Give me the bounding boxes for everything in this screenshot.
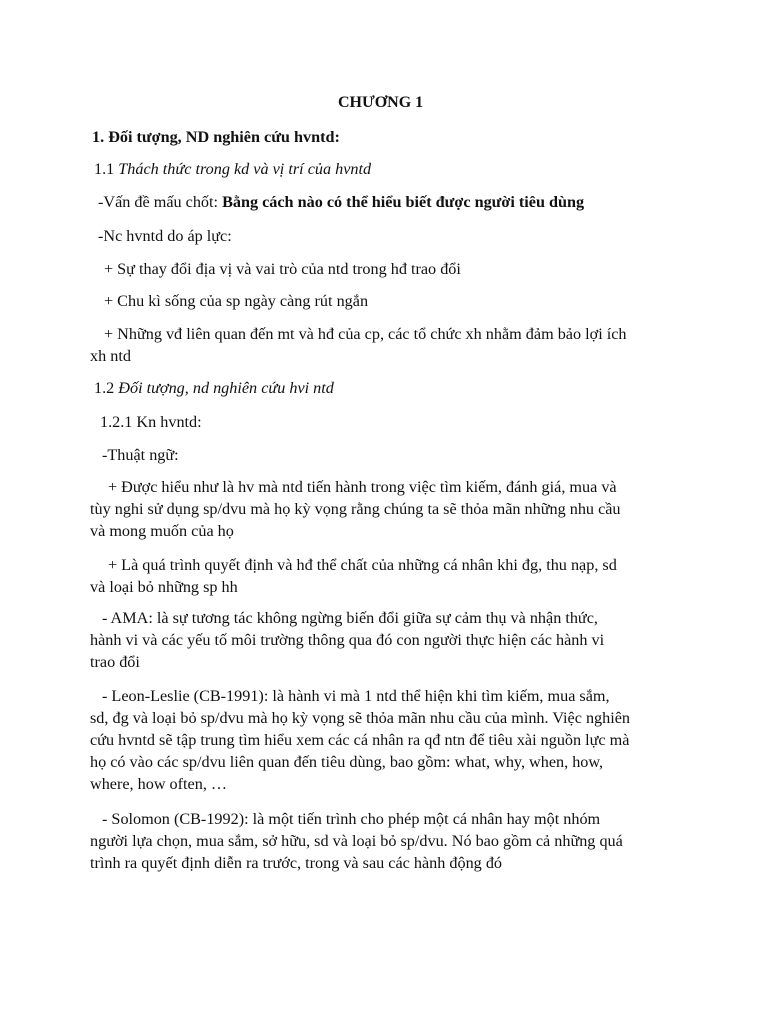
subsection-number: 1.2 <box>94 379 115 397</box>
definition-1-line-2: tùy nghi sử dụng sp/dvu mà họ kỳ vọng rằng chúng ta sẽ thỏa mãn những nhu cầu <box>90 500 621 518</box>
key-issue-label: -Vấn đề mấu chốt: <box>98 193 219 211</box>
subsection-1-2 <box>94 377 334 399</box>
ama-line-2: hành vi và các yếu tố môi trường thông qua đó con người thực hiện các hành vi <box>90 631 605 649</box>
subsection-title: Đối tượng, nd nghiên cứu hvi ntd <box>118 379 334 397</box>
ama-line-1: - AMA: là sự tương tác không ngừng biến đổi giữa sự cảm thụ và nhận thức, <box>102 609 598 627</box>
leon-leslie-line-4: họ có vào các sp/dvu liên quan đến tiêu dùng, bao gồm: what, why, when, how, <box>90 753 604 771</box>
leon-leslie-line-5: where, how often, … <box>90 775 228 793</box>
pressure-item-3-line-2: xh ntd <box>90 347 131 365</box>
definition-heading: 1.2.1 Kn hvntd: <box>100 413 202 431</box>
key-issue-line <box>98 191 584 213</box>
pressure-item-3-line-1: + Những vđ liên quan đến mt và hđ của cp, các tổ chức xh nhằm đảm bảo lợi ích <box>104 325 627 343</box>
chapter-title: CHƯƠNG 1 <box>338 94 424 111</box>
subsection-title: Thách thức trong kd và vị trí của hvntd <box>118 160 372 178</box>
leon-leslie-line-2: sd, đg và loại bỏ sp/dvu mà họ kỳ vọng sẽ thỏa mãn nhu cầu của mình. Việc nghiên <box>90 709 631 727</box>
definition-2-line-2: và loại bỏ những sp hh <box>90 578 238 596</box>
solomon-line-1: - Solomon (CB-1992): là một tiến trình cho phép một cá nhân hay một nhóm <box>102 810 601 828</box>
section-heading-1: 1. Đối tượng, ND nghiên cứu hvntd: <box>92 128 340 146</box>
definition-1-line-3: và mong muốn của họ <box>90 522 234 540</box>
terminology-label: -Thuật ngữ: <box>102 446 179 464</box>
solomon-line-2: người lựa chọn, mua sắm, sở hữu, sd và loại bỏ sp/dvu. Nó bao gồm cả những quá <box>90 832 623 850</box>
pressure-intro: -Nc hvntd do áp lực: <box>98 227 232 245</box>
definition-2-line-1: + Là quá trình quyết định và hđ thể chất của những cá nhân khi đg, thu nạp, sd <box>108 556 617 574</box>
definition-1-line-1: + Được hiểu như là hv mà ntd tiến hành trong việc tìm kiếm, đánh giá, mua và <box>108 478 617 496</box>
subsection-number: 1.1 <box>94 160 115 178</box>
solomon-line-3: trình ra quyết định diễn ra trước, trong và sau các hành động đó <box>90 854 503 872</box>
key-issue-text: Bằng cách nào có thể hiểu biết được người tiêu dùng <box>222 193 585 211</box>
pressure-item-1: + Sự thay đổi địa vị và vai trò của ntd trong hđ trao đổi <box>104 260 461 278</box>
leon-leslie-line-3: cứu hvntd sẽ tập trung tìm hiểu xem các cá nhân ra qđ ntn để tiêu xài nguồn lực mà <box>90 731 630 749</box>
ama-line-3: trao đổi <box>90 653 140 671</box>
subsection-1-1 <box>94 158 371 180</box>
leon-leslie-line-1: - Leon-Leslie (CB-1991): là hành vi mà 1 ntd thể hiện khi tìm kiếm, mua sắm, <box>102 687 610 705</box>
pressure-item-2: + Chu kì sống của sp ngày càng rút ngắn <box>104 292 369 310</box>
